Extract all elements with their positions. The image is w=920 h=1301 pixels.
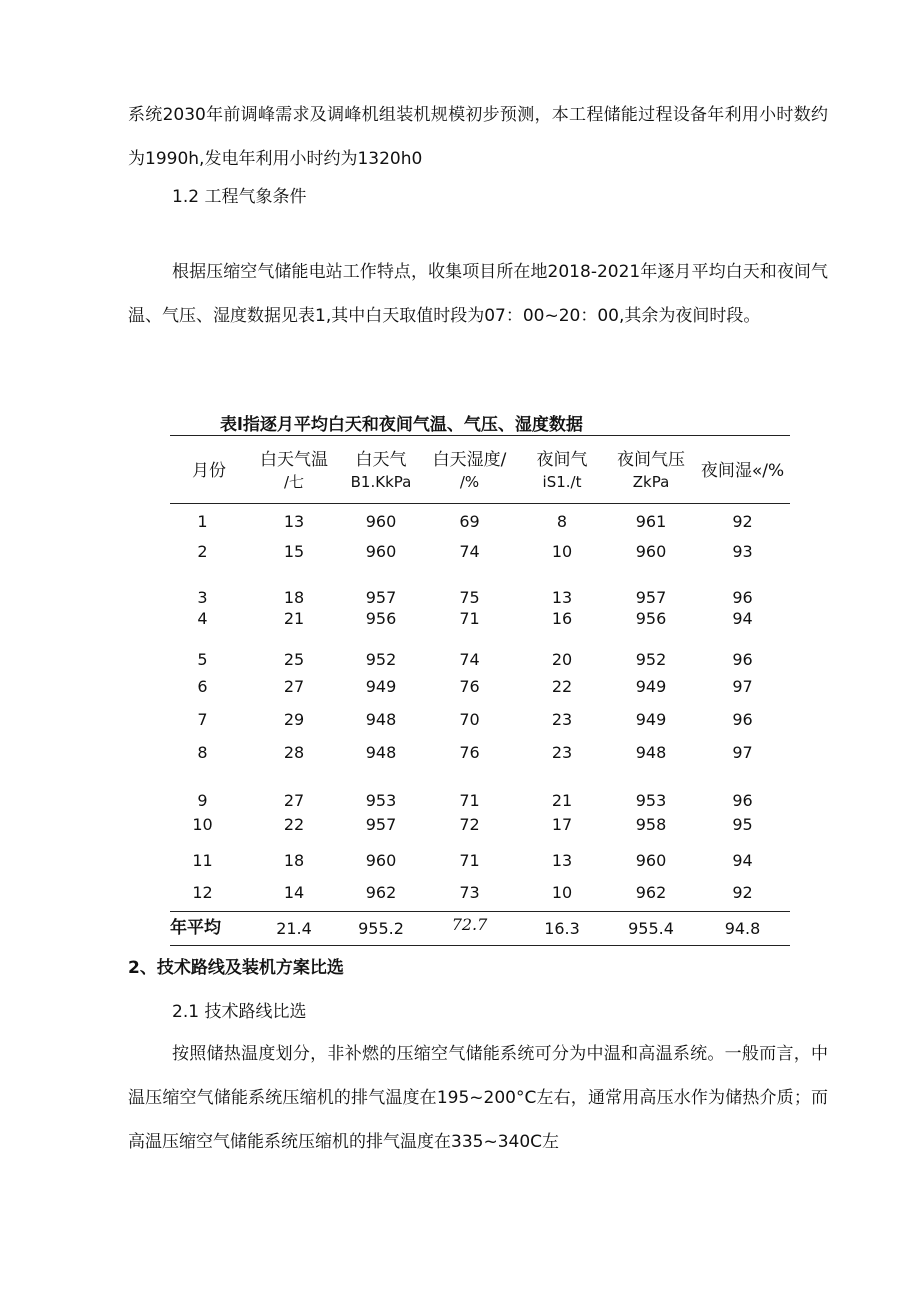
cell-night-humidity: 96 <box>732 710 753 729</box>
cell-day-humidity: 71 <box>459 851 480 870</box>
cell-day-humidity: 74 <box>459 542 480 561</box>
intro-paragraph: 系统2030年前调峰需求及调峰机组装机规模初步预测，本工程储能过程设备年利用小时数约为1990h,发电年利用小时约为1320h0 <box>128 105 828 169</box>
table-caption: 表l指逐月平均白天和夜间气温、气压、湿度数据 <box>220 415 583 435</box>
cell-day-pressure: 960 <box>365 512 397 531</box>
cell-day-humidity: 75 <box>459 588 480 607</box>
cell-day-pressure: 962 <box>365 883 397 902</box>
cell-night-humidity: 92 <box>732 512 753 531</box>
cell-day-pressure: 960 <box>365 542 397 561</box>
cell-day-temp: 15 <box>283 542 305 561</box>
cell-night-temp: 23 <box>551 743 573 762</box>
cell-night-pressure: 948 <box>635 743 667 762</box>
cell-night-pressure: 953 <box>635 791 667 810</box>
cell-night-humidity: 95 <box>732 815 753 834</box>
cell-month: 4 <box>197 609 208 628</box>
cell-day-temp: 21 <box>283 609 305 628</box>
header-night-humidity: 夜间湿«/% <box>700 461 785 481</box>
cell-night-temp: 10 <box>551 542 573 561</box>
cell-night-temp: 22 <box>551 677 573 696</box>
cell-night-temp: 16 <box>551 609 573 628</box>
cell-day-temp: 13 <box>283 512 305 531</box>
cell-day-temp: 18 <box>283 588 305 607</box>
section-heading-1-2: 1.2 工程气象条件 <box>172 187 307 207</box>
cell-night-temp: 8 <box>556 512 568 531</box>
cell-night-humidity: 96 <box>732 650 753 669</box>
cell-month: 9 <box>197 791 208 810</box>
section-heading-2-1: 2.1 技术路线比选 <box>172 1002 307 1022</box>
cell-day-pressure: 960 <box>365 851 397 870</box>
header-month: 月份 <box>192 461 226 481</box>
cell-day-pressure: 948 <box>365 743 397 762</box>
cell-night-humidity: 96 <box>732 588 753 607</box>
cell-day-pressure: 952 <box>365 650 397 669</box>
cell-night-pressure: 961 <box>635 512 667 531</box>
table-header-rule <box>170 503 790 504</box>
cell-month: 1 <box>197 512 208 531</box>
cell-day-temp: 18 <box>283 851 305 870</box>
cell-month: 7 <box>197 710 208 729</box>
cell-day-pressure: 957 <box>365 815 397 834</box>
cell-night-pressure: 949 <box>635 710 667 729</box>
cell-night-pressure: 956 <box>635 609 667 628</box>
cell-night-temp: 20 <box>551 650 573 669</box>
cell-night-temp: 13 <box>551 851 573 870</box>
cell-night-temp: 17 <box>551 815 573 834</box>
cell-day-humidity: 73 <box>459 883 480 902</box>
cell-day-humidity: 71 <box>459 609 480 628</box>
average-night-humidity: 94.8 <box>724 919 761 938</box>
cell-day-humidity: 76 <box>459 743 480 762</box>
cell-day-temp: 28 <box>283 743 305 762</box>
cell-month: 3 <box>197 588 208 607</box>
cell-night-humidity: 92 <box>732 883 753 902</box>
cell-night-temp: 13 <box>551 588 573 607</box>
header-night-temp: 夜间气 iS1./t <box>536 450 588 491</box>
cell-day-pressure: 957 <box>365 588 397 607</box>
cell-month: 6 <box>197 677 208 696</box>
cell-day-pressure: 953 <box>365 791 397 810</box>
cell-day-temp: 27 <box>283 791 305 810</box>
cell-day-temp: 27 <box>283 677 305 696</box>
cell-month: 12 <box>192 883 213 902</box>
cell-night-pressure: 958 <box>635 815 667 834</box>
storage-paragraph: 按照储热温度划分，非补燃的压缩空气储能系统可分为中温和高温系统。一般而言，中温压缩空气储能系统压缩机的排气温度在195~200°C左右，通常用高压水作为储热介质；而高温压缩空气储能系统压缩机的排气温度在335~340C左 <box>128 1044 828 1152</box>
cell-month: 10 <box>192 815 213 834</box>
cell-night-pressure: 962 <box>635 883 667 902</box>
cell-day-humidity: 70 <box>459 710 480 729</box>
cell-day-pressure: 956 <box>365 609 397 628</box>
cell-month: 2 <box>197 542 208 561</box>
cell-night-pressure: 949 <box>635 677 667 696</box>
cell-day-temp: 14 <box>283 883 305 902</box>
header-day-temp: 白天气温 /七 <box>260 450 328 491</box>
cell-night-humidity: 97 <box>732 743 753 762</box>
cell-day-temp: 25 <box>283 650 305 669</box>
cell-night-humidity: 94 <box>732 851 753 870</box>
cell-night-humidity: 96 <box>732 791 753 810</box>
table-bottom-rule <box>170 945 790 946</box>
cell-day-humidity: 74 <box>459 650 480 669</box>
average-day-temp: 21.4 <box>276 919 312 938</box>
table-average-rule <box>170 911 790 912</box>
cell-night-humidity: 93 <box>732 542 753 561</box>
cell-day-humidity: 69 <box>459 512 480 531</box>
cell-day-temp: 29 <box>283 710 305 729</box>
average-day-humidity: 72.7 <box>451 915 488 934</box>
cell-day-humidity: 76 <box>459 677 480 696</box>
cell-night-humidity: 97 <box>732 677 753 696</box>
cell-night-pressure: 957 <box>635 588 667 607</box>
cell-month: 11 <box>192 851 213 870</box>
cell-night-temp: 10 <box>551 883 573 902</box>
cell-night-pressure: 952 <box>635 650 667 669</box>
header-night-pressure: 夜间气压 ZkPa <box>617 450 685 491</box>
weather-paragraph: 根据压缩空气储能电站工作特点，收集项目所在地2018-2021年逐月平均白天和夜间气温、气压、湿度数据见表1,其中白天取值时段为07：00~20：00,其余为夜间时段。 <box>128 262 828 326</box>
cell-day-humidity: 71 <box>459 791 480 810</box>
cell-day-pressure: 949 <box>365 677 397 696</box>
cell-night-humidity: 94 <box>732 609 753 628</box>
cell-night-temp: 21 <box>551 791 573 810</box>
cell-day-pressure: 948 <box>365 710 397 729</box>
section-heading-2: 2、技术路线及装机方案比选 <box>128 958 344 978</box>
average-night-pressure: 955.4 <box>628 919 674 938</box>
header-day-humidity: 白天湿度/ /% <box>432 450 507 491</box>
cell-month: 8 <box>197 743 208 762</box>
table-top-rule <box>170 435 790 436</box>
cell-night-pressure: 960 <box>635 851 667 870</box>
cell-night-pressure: 960 <box>635 542 667 561</box>
average-day-pressure: 955.2 <box>358 919 404 938</box>
average-label: 年平均 <box>170 918 221 938</box>
average-night-temp: 16.3 <box>544 919 580 938</box>
cell-month: 5 <box>197 650 208 669</box>
cell-day-humidity: 72 <box>459 815 480 834</box>
header-day-pressure: 白天气 B1.KkPa <box>350 450 412 491</box>
cell-night-temp: 23 <box>551 710 573 729</box>
cell-day-temp: 22 <box>283 815 305 834</box>
